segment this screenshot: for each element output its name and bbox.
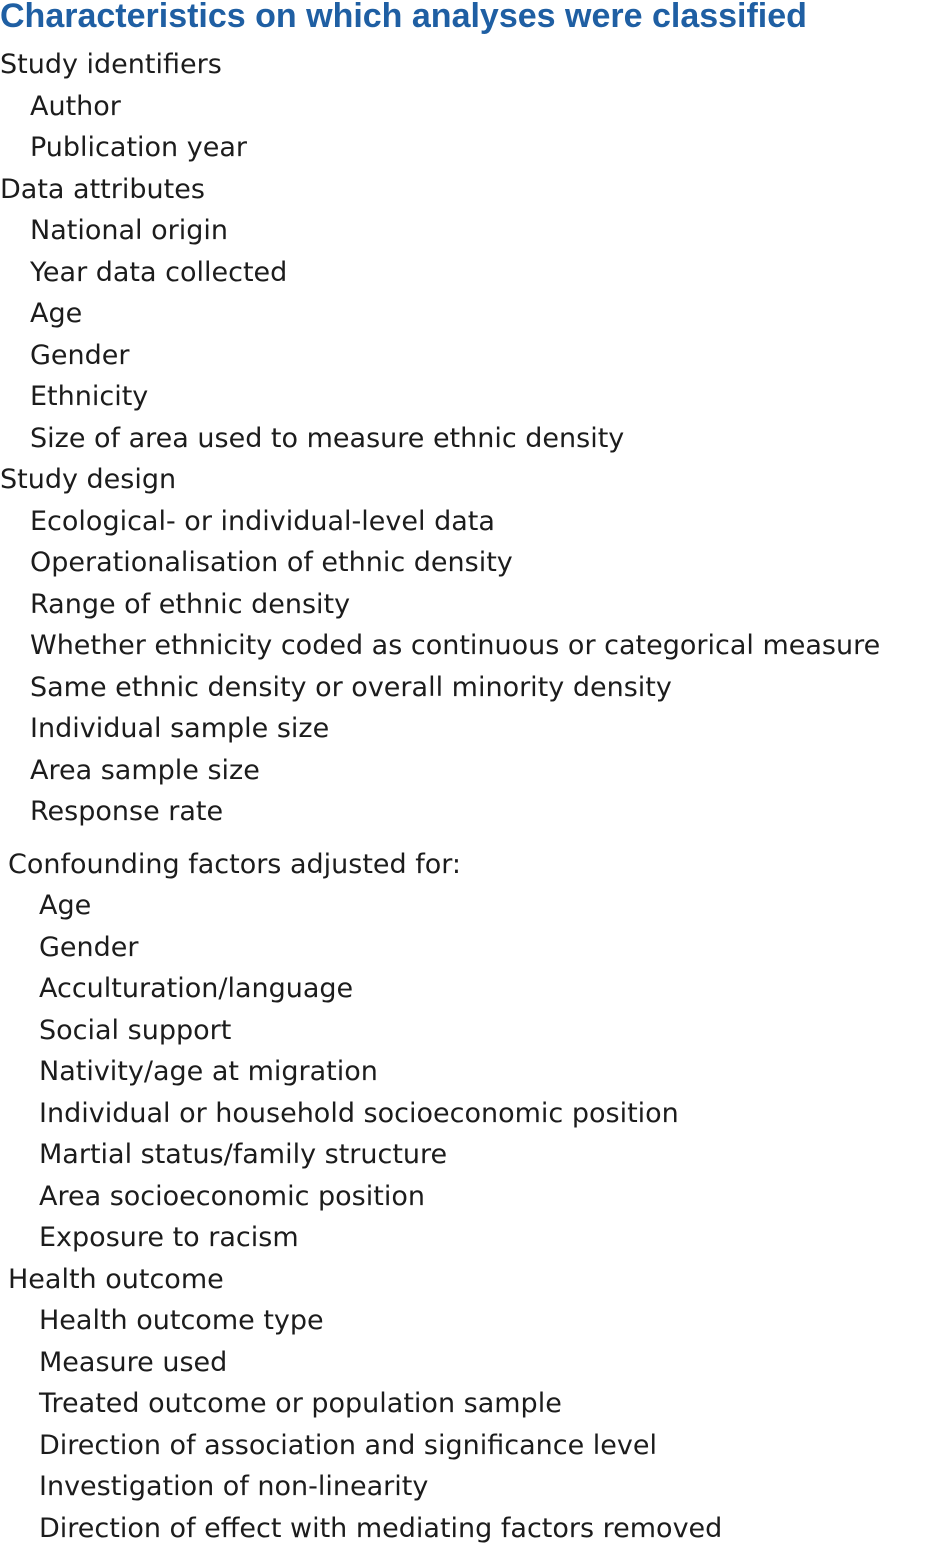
list-item: Exposure to racism bbox=[39, 1222, 299, 1253]
list-item: Health outcome type bbox=[39, 1305, 324, 1336]
list-item: Direction of association and significance level bbox=[39, 1429, 658, 1461]
section-study-identifiers bbox=[0, 44, 927, 169]
list-item: National origin bbox=[30, 215, 228, 246]
list-item: Area sample size bbox=[30, 754, 260, 786]
list-item: Year data collected bbox=[30, 256, 288, 288]
section-heading: Study design bbox=[0, 464, 177, 495]
list-item: Size of area used to measure ethnic density bbox=[30, 422, 625, 454]
list-item: Author bbox=[30, 90, 121, 122]
list-item: Individual or household socioeconomic position bbox=[39, 1097, 679, 1129]
section-spacer bbox=[0, 833, 927, 844]
list-item: Range of ethnic density bbox=[30, 588, 351, 620]
list-item: Response rate bbox=[30, 796, 224, 827]
section-confounding-factors bbox=[0, 844, 927, 1259]
list-item: Individual sample size bbox=[30, 713, 330, 744]
list-item: Ethnicity bbox=[30, 381, 149, 412]
section-heading: Health outcome bbox=[8, 1263, 224, 1295]
section-health-outcome bbox=[0, 1259, 927, 1550]
list-item: Gender bbox=[30, 339, 130, 371]
section-heading: Study identifiers bbox=[0, 49, 222, 80]
list-item: Whether ethnicity coded as continuous or categorical measure bbox=[30, 630, 881, 661]
list-item: Gender bbox=[39, 931, 139, 963]
section-study-design bbox=[0, 459, 927, 833]
document-title: Characteristics on which analyses were classified bbox=[0, 0, 807, 35]
list-item: Treated outcome or population sample bbox=[39, 1388, 562, 1419]
list-item: Operationalisation of ethnic density bbox=[30, 547, 513, 578]
list-item: Acculturation/language bbox=[39, 973, 354, 1004]
list-item: Nativity/age at migration bbox=[39, 1056, 378, 1087]
list-item: Area socioeconomic position bbox=[39, 1180, 425, 1212]
list-item: Investigation of non-linearity bbox=[39, 1471, 429, 1502]
list-item: Martial status/family structure bbox=[39, 1139, 448, 1170]
section-data-attributes bbox=[0, 169, 927, 460]
list-item: Measure used bbox=[39, 1346, 228, 1378]
section-heading: Data attributes bbox=[0, 173, 205, 205]
section-heading: Confounding factors adjusted for: bbox=[8, 848, 461, 880]
list-item: Age bbox=[30, 298, 83, 329]
list-item: Publication year bbox=[30, 132, 247, 163]
list-item: Direction of effect with mediating factors removed bbox=[39, 1512, 723, 1544]
list-item: Social support bbox=[39, 1014, 232, 1046]
list-item: Age bbox=[39, 890, 92, 921]
list-item: Ecological- or individual-level data bbox=[30, 505, 495, 537]
list-item: Same ethnic density or overall minority density bbox=[30, 671, 672, 703]
